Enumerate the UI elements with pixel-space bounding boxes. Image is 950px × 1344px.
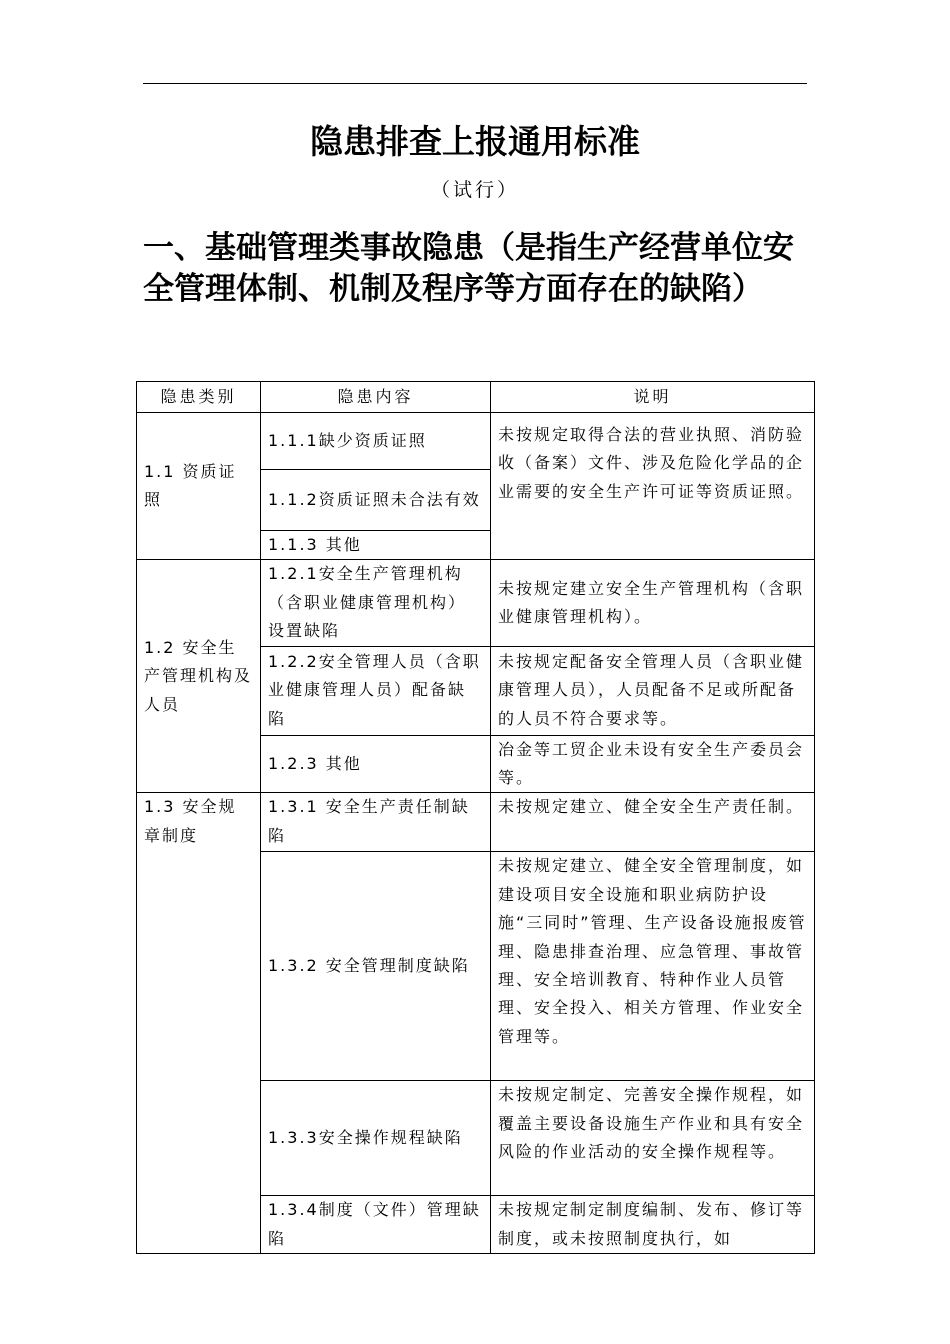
header-description: 说明: [491, 382, 815, 413]
content-cell: 1.1.1缺少资质证照: [261, 413, 491, 470]
content-cell: 1.1.3 其他: [261, 531, 491, 560]
description-cell: 未按规定取得合法的营业执照、消防验收（备案）文件、涉及危险化学品的企业需要的安全生产许可证等资质证照。: [491, 413, 815, 560]
description-cell: 冶金等工贸企业未设有安全生产委员会等。: [491, 735, 815, 793]
description-cell: 未按规定制定、完善安全操作规程，如覆盖主要设备设施生产作业和具有安全风险的作业活动的安全操作规程等。: [491, 1081, 815, 1196]
table-row: [137, 413, 815, 470]
content-cell: 1.3.1 安全生产责任制缺陷: [261, 793, 491, 852]
description-cell: 未按规定建立安全生产管理机构（含职业健康管理机构）。: [491, 560, 815, 646]
description-cell: 未按规定配备安全管理人员（含职业健康管理人员），人员配备不足或所配备的人员不符合要求等。: [491, 646, 815, 735]
description-cell: 未按规定建立、健全安全管理制度，如建设项目安全设施和职业病防护设施“三同时”管理、生产设备设施报废管理、隐患排查治理、应急管理、事故管理、安全培训教育、特种作业人员管理、安全投入、相关方管理、作业安全管理等。: [491, 852, 815, 1081]
table-row: [137, 793, 815, 852]
hazard-table: [136, 381, 815, 1254]
category-cell: 1.2 安全生产管理机构及人员: [137, 560, 261, 793]
content-cell: 1.2.3 其他: [261, 735, 491, 793]
content-cell: 1.3.2 安全管理制度缺陷: [261, 852, 491, 1081]
description-cell: 未按规定建立、健全安全生产责任制。: [491, 793, 815, 852]
table-header-row: [137, 382, 815, 413]
content-cell: 1.2.2安全管理人员（含职业健康管理人员）配备缺陷: [261, 646, 491, 735]
section-heading: 一、基础管理类事故隐患（是指生产经营单位安全管理体制、机制及程序等方面存在的缺陷）: [143, 230, 794, 307]
header-rule: [143, 83, 807, 84]
content-cell: 1.3.4制度（文件）管理缺陷: [261, 1196, 491, 1254]
category-cell: 1.1 资质证照: [137, 413, 261, 560]
category-cell: 1.3 安全规章制度: [137, 793, 261, 1254]
table-row: [137, 560, 815, 646]
header-category: 隐患类别: [137, 382, 261, 413]
document-title: 隐患排查上报通用标准: [310, 122, 640, 161]
description-cell: 未按规定制定制度编制、发布、修订等制度，或未按照制度执行，如: [491, 1196, 815, 1254]
header-content: 隐患内容: [261, 382, 491, 413]
content-cell: 1.2.1安全生产管理机构（含职业健康管理机构）设置缺陷: [261, 560, 491, 646]
content-cell: 1.1.2资质证照未合法有效: [261, 470, 491, 531]
document-subtitle: （试行）: [430, 179, 519, 201]
content-cell: 1.3.3安全操作规程缺陷: [261, 1081, 491, 1196]
